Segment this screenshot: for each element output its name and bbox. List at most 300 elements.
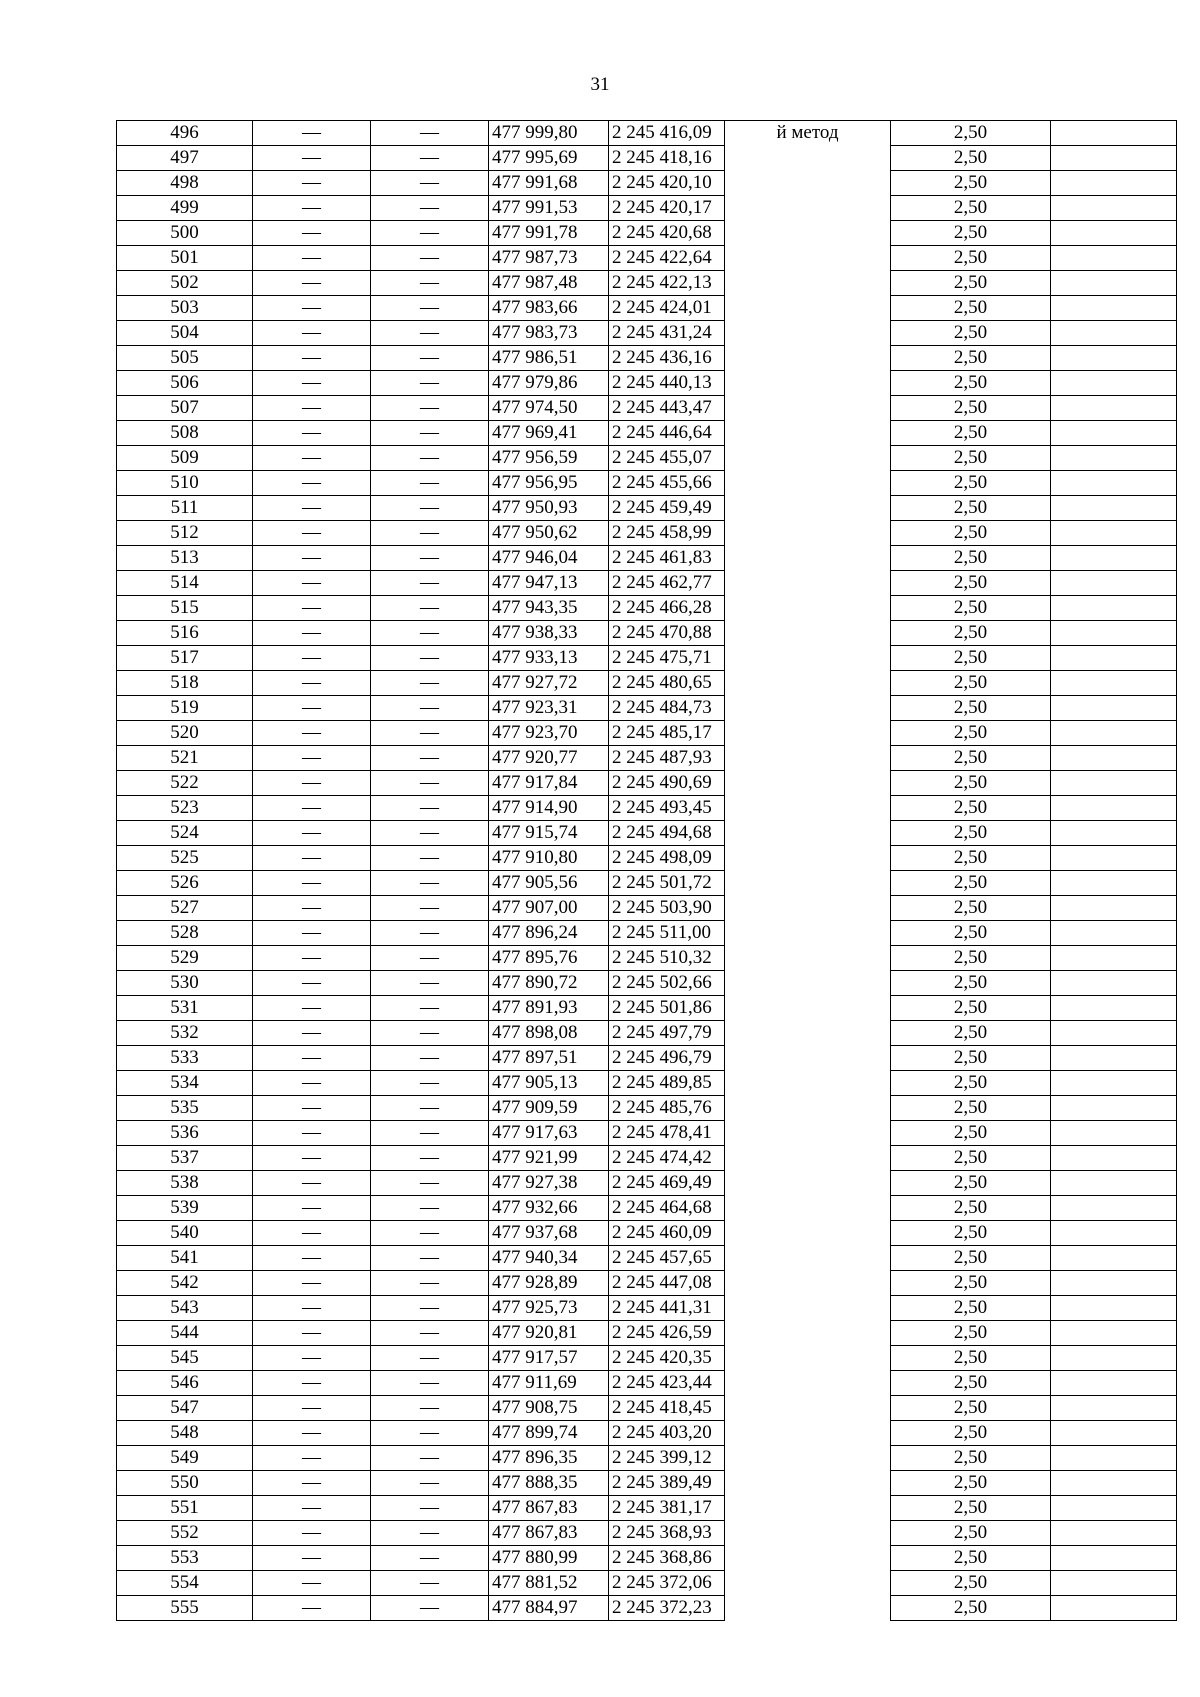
x-coordinate-cell: 477 927,72 [489, 671, 609, 696]
y-coordinate-cell: 2 245 503,90 [609, 896, 725, 921]
method-cell [725, 746, 891, 771]
accuracy-cell: 2,50 [891, 796, 1051, 821]
point-number-cell: 501 [117, 246, 253, 271]
x-coordinate-cell: 477 947,13 [489, 571, 609, 596]
point-number-cell: 525 [117, 846, 253, 871]
point-number-cell: 528 [117, 921, 253, 946]
method-cell [725, 971, 891, 996]
dash-cell: — [253, 346, 371, 371]
accuracy-cell: 2,50 [891, 1221, 1051, 1246]
table-row [117, 1496, 1177, 1521]
table-row [117, 946, 1177, 971]
point-number-cell: 511 [117, 496, 253, 521]
dash-cell: — [253, 1221, 371, 1246]
accuracy-cell: 2,50 [891, 221, 1051, 246]
x-coordinate-cell: 477 888,35 [489, 1471, 609, 1496]
method-cell [725, 1596, 891, 1621]
empty-cell [1051, 1521, 1177, 1546]
accuracy-cell: 2,50 [891, 296, 1051, 321]
method-cell [725, 571, 891, 596]
dash-cell: — [371, 1596, 489, 1621]
point-number-cell: 555 [117, 1596, 253, 1621]
accuracy-cell: 2,50 [891, 996, 1051, 1021]
point-number-cell: 520 [117, 721, 253, 746]
point-number-cell: 539 [117, 1196, 253, 1221]
table-row [117, 221, 1177, 246]
method-cell [725, 846, 891, 871]
dash-cell: — [371, 621, 489, 646]
y-coordinate-cell: 2 245 420,35 [609, 1346, 725, 1371]
accuracy-cell: 2,50 [891, 596, 1051, 621]
method-cell [725, 921, 891, 946]
point-number-cell: 509 [117, 446, 253, 471]
dash-cell: — [371, 1571, 489, 1596]
method-cell [725, 946, 891, 971]
method-cell [725, 1396, 891, 1421]
dash-cell: — [371, 396, 489, 421]
empty-cell [1051, 346, 1177, 371]
y-coordinate-cell: 2 245 462,77 [609, 571, 725, 596]
dash-cell: — [253, 1396, 371, 1421]
y-coordinate-cell: 2 245 459,49 [609, 496, 725, 521]
dash-cell: — [371, 1421, 489, 1446]
y-coordinate-cell: 2 245 423,44 [609, 1371, 725, 1396]
empty-cell [1051, 1446, 1177, 1471]
y-coordinate-cell: 2 245 420,68 [609, 221, 725, 246]
method-cell [725, 1496, 891, 1521]
table-row [117, 1596, 1177, 1621]
x-coordinate-cell: 477 928,89 [489, 1271, 609, 1296]
empty-cell [1051, 296, 1177, 321]
point-number-cell: 535 [117, 1096, 253, 1121]
method-cell [725, 721, 891, 746]
y-coordinate-cell: 2 245 475,71 [609, 646, 725, 671]
empty-cell [1051, 1571, 1177, 1596]
x-coordinate-cell: 477 986,51 [489, 346, 609, 371]
dash-cell: — [253, 996, 371, 1021]
dash-cell: — [371, 721, 489, 746]
x-coordinate-cell: 477 890,72 [489, 971, 609, 996]
table-row [117, 1321, 1177, 1346]
dash-cell: — [371, 871, 489, 896]
method-cell [725, 871, 891, 896]
dash-cell: — [253, 896, 371, 921]
y-coordinate-cell: 2 245 510,32 [609, 946, 725, 971]
point-number-cell: 504 [117, 321, 253, 346]
empty-cell [1051, 596, 1177, 621]
point-number-cell: 527 [117, 896, 253, 921]
dash-cell: — [253, 396, 371, 421]
table-row [117, 171, 1177, 196]
empty-cell [1051, 1596, 1177, 1621]
accuracy-cell: 2,50 [891, 1171, 1051, 1196]
point-number-cell: 541 [117, 1246, 253, 1271]
dash-cell: — [253, 696, 371, 721]
dash-cell: — [253, 1071, 371, 1096]
dash-cell: — [371, 271, 489, 296]
dash-cell: — [371, 1296, 489, 1321]
x-coordinate-cell: 477 921,99 [489, 1146, 609, 1171]
y-coordinate-cell: 2 245 418,16 [609, 146, 725, 171]
dash-cell: — [253, 871, 371, 896]
method-cell [725, 221, 891, 246]
x-coordinate-cell: 477 905,13 [489, 1071, 609, 1096]
dash-cell: — [253, 1571, 371, 1596]
y-coordinate-cell: 2 245 489,85 [609, 1071, 725, 1096]
dash-cell: — [371, 646, 489, 671]
dash-cell: — [253, 671, 371, 696]
empty-cell [1051, 1271, 1177, 1296]
x-coordinate-cell: 477 917,84 [489, 771, 609, 796]
method-cell: й метод [725, 121, 891, 146]
accuracy-cell: 2,50 [891, 571, 1051, 596]
table-row [117, 1546, 1177, 1571]
accuracy-cell: 2,50 [891, 646, 1051, 671]
x-coordinate-cell: 477 923,70 [489, 721, 609, 746]
empty-cell [1051, 671, 1177, 696]
point-number-cell: 553 [117, 1546, 253, 1571]
point-number-cell: 546 [117, 1371, 253, 1396]
accuracy-cell: 2,50 [891, 1296, 1051, 1321]
dash-cell: — [253, 921, 371, 946]
accuracy-cell: 2,50 [891, 1246, 1051, 1271]
accuracy-cell: 2,50 [891, 271, 1051, 296]
point-number-cell: 507 [117, 396, 253, 421]
accuracy-cell: 2,50 [891, 971, 1051, 996]
x-coordinate-cell: 477 974,50 [489, 396, 609, 421]
empty-cell [1051, 1071, 1177, 1096]
dash-cell: — [253, 1121, 371, 1146]
x-coordinate-cell: 477 956,59 [489, 446, 609, 471]
table-row [117, 196, 1177, 221]
empty-cell [1051, 1396, 1177, 1421]
x-coordinate-cell: 477 907,00 [489, 896, 609, 921]
y-coordinate-cell: 2 245 455,66 [609, 471, 725, 496]
empty-cell [1051, 621, 1177, 646]
method-cell [725, 646, 891, 671]
method-cell [725, 1221, 891, 1246]
table-row [117, 1271, 1177, 1296]
method-cell [725, 1246, 891, 1271]
method-cell [725, 896, 891, 921]
point-number-cell: 549 [117, 1446, 253, 1471]
table-row [117, 246, 1177, 271]
dash-cell: — [253, 1196, 371, 1221]
table-row [117, 771, 1177, 796]
empty-cell [1051, 1321, 1177, 1346]
accuracy-cell: 2,50 [891, 1571, 1051, 1596]
empty-cell [1051, 1371, 1177, 1396]
y-coordinate-cell: 2 245 424,01 [609, 296, 725, 321]
dash-cell: — [371, 1121, 489, 1146]
accuracy-cell: 2,50 [891, 1546, 1051, 1571]
dash-cell: — [371, 1371, 489, 1396]
table-row [117, 1071, 1177, 1096]
empty-cell [1051, 796, 1177, 821]
x-coordinate-cell: 477 925,73 [489, 1296, 609, 1321]
dash-cell: — [253, 1271, 371, 1296]
dash-cell: — [371, 1196, 489, 1221]
x-coordinate-cell: 477 987,48 [489, 271, 609, 296]
dash-cell: — [371, 371, 489, 396]
dash-cell: — [253, 771, 371, 796]
dash-cell: — [253, 1471, 371, 1496]
accuracy-cell: 2,50 [891, 696, 1051, 721]
dash-cell: — [371, 571, 489, 596]
x-coordinate-cell: 477 983,66 [489, 296, 609, 321]
point-number-cell: 518 [117, 671, 253, 696]
accuracy-cell: 2,50 [891, 1071, 1051, 1096]
dash-cell: — [371, 1521, 489, 1546]
x-coordinate-cell: 477 938,33 [489, 621, 609, 646]
dash-cell: — [371, 1221, 489, 1246]
method-cell [725, 1071, 891, 1096]
dash-cell: — [371, 221, 489, 246]
accuracy-cell: 2,50 [891, 346, 1051, 371]
table-row [117, 671, 1177, 696]
method-cell [725, 1546, 891, 1571]
point-number-cell: 547 [117, 1396, 253, 1421]
accuracy-cell: 2,50 [891, 746, 1051, 771]
dash-cell: — [371, 1171, 489, 1196]
accuracy-cell: 2,50 [891, 821, 1051, 846]
method-cell [725, 271, 891, 296]
dash-cell: — [371, 321, 489, 346]
empty-cell [1051, 1196, 1177, 1221]
empty-cell [1051, 1221, 1177, 1246]
table-row [117, 796, 1177, 821]
accuracy-cell: 2,50 [891, 121, 1051, 146]
accuracy-cell: 2,50 [891, 671, 1051, 696]
method-cell [725, 671, 891, 696]
point-number-cell: 516 [117, 621, 253, 646]
accuracy-cell: 2,50 [891, 896, 1051, 921]
y-coordinate-cell: 2 245 446,64 [609, 421, 725, 446]
page-number: 31 [590, 74, 610, 95]
y-coordinate-cell: 2 245 470,88 [609, 621, 725, 646]
accuracy-cell: 2,50 [891, 521, 1051, 546]
x-coordinate-cell: 477 880,99 [489, 1546, 609, 1571]
dash-cell: — [253, 471, 371, 496]
method-cell [725, 371, 891, 396]
x-coordinate-cell: 477 909,59 [489, 1096, 609, 1121]
y-coordinate-cell: 2 245 381,17 [609, 1496, 725, 1521]
method-cell [725, 1021, 891, 1046]
empty-cell [1051, 1496, 1177, 1521]
accuracy-cell: 2,50 [891, 396, 1051, 421]
accuracy-cell: 2,50 [891, 321, 1051, 346]
dash-cell: — [253, 621, 371, 646]
point-number-cell: 544 [117, 1321, 253, 1346]
y-coordinate-cell: 2 245 474,42 [609, 1146, 725, 1171]
empty-cell [1051, 846, 1177, 871]
empty-cell [1051, 171, 1177, 196]
dash-cell: — [371, 896, 489, 921]
dash-cell: — [253, 1046, 371, 1071]
x-coordinate-cell: 477 950,93 [489, 496, 609, 521]
dash-cell: — [371, 1496, 489, 1521]
method-cell [725, 1046, 891, 1071]
dash-cell: — [253, 146, 371, 171]
y-coordinate-cell: 2 245 498,09 [609, 846, 725, 871]
point-number-cell: 502 [117, 271, 253, 296]
dash-cell: — [371, 521, 489, 546]
empty-cell [1051, 696, 1177, 721]
x-coordinate-cell: 477 917,63 [489, 1121, 609, 1146]
dash-cell: — [253, 1446, 371, 1471]
point-number-cell: 526 [117, 871, 253, 896]
y-coordinate-cell: 2 245 431,24 [609, 321, 725, 346]
method-cell [725, 1121, 891, 1146]
method-cell [725, 296, 891, 321]
point-number-cell: 506 [117, 371, 253, 396]
table-row [117, 871, 1177, 896]
empty-cell [1051, 421, 1177, 446]
dash-cell: — [371, 821, 489, 846]
dash-cell: — [253, 746, 371, 771]
point-number-cell: 540 [117, 1221, 253, 1246]
y-coordinate-cell: 2 245 455,07 [609, 446, 725, 471]
point-number-cell: 551 [117, 1496, 253, 1521]
point-number-cell: 512 [117, 521, 253, 546]
dash-cell: — [253, 196, 371, 221]
dash-cell: — [253, 1246, 371, 1271]
dash-cell: — [371, 546, 489, 571]
dash-cell: — [253, 796, 371, 821]
point-number-cell: 519 [117, 696, 253, 721]
table-row [117, 1046, 1177, 1071]
accuracy-cell: 2,50 [891, 496, 1051, 521]
method-cell [725, 171, 891, 196]
accuracy-cell: 2,50 [891, 1496, 1051, 1521]
dash-cell: — [253, 496, 371, 521]
point-number-cell: 554 [117, 1571, 253, 1596]
table-row [117, 1096, 1177, 1121]
y-coordinate-cell: 2 245 501,72 [609, 871, 725, 896]
x-coordinate-cell: 477 896,35 [489, 1446, 609, 1471]
table-row [117, 446, 1177, 471]
point-number-cell: 531 [117, 996, 253, 1021]
dash-cell: — [253, 1496, 371, 1521]
dash-cell: — [253, 1421, 371, 1446]
point-number-cell: 508 [117, 421, 253, 446]
y-coordinate-cell: 2 245 484,73 [609, 696, 725, 721]
x-coordinate-cell: 477 867,83 [489, 1496, 609, 1521]
x-coordinate-cell: 477 897,51 [489, 1046, 609, 1071]
y-coordinate-cell: 2 245 469,49 [609, 1171, 725, 1196]
dash-cell: — [253, 1596, 371, 1621]
empty-cell [1051, 1421, 1177, 1446]
dash-cell: — [371, 1271, 489, 1296]
method-cell [725, 1571, 891, 1596]
empty-cell [1051, 246, 1177, 271]
dash-cell: — [371, 146, 489, 171]
dash-cell: — [253, 646, 371, 671]
x-coordinate-cell: 477 979,86 [489, 371, 609, 396]
x-coordinate-cell: 477 884,97 [489, 1596, 609, 1621]
dash-cell: — [253, 1096, 371, 1121]
dash-cell: — [253, 721, 371, 746]
y-coordinate-cell: 2 245 441,31 [609, 1296, 725, 1321]
table-row [117, 346, 1177, 371]
method-cell [725, 1321, 891, 1346]
accuracy-cell: 2,50 [891, 1471, 1051, 1496]
dash-cell: — [371, 121, 489, 146]
point-number-cell: 552 [117, 1521, 253, 1546]
point-number-cell: 522 [117, 771, 253, 796]
accuracy-cell: 2,50 [891, 196, 1051, 221]
empty-cell [1051, 746, 1177, 771]
coordinates-table [116, 120, 1177, 1621]
y-coordinate-cell: 2 245 478,41 [609, 1121, 725, 1146]
y-coordinate-cell: 2 245 422,13 [609, 271, 725, 296]
x-coordinate-cell: 477 991,78 [489, 221, 609, 246]
dash-cell: — [371, 771, 489, 796]
y-coordinate-cell: 2 245 466,28 [609, 596, 725, 621]
table-row [117, 396, 1177, 421]
y-coordinate-cell: 2 245 389,49 [609, 1471, 725, 1496]
table-row [117, 1171, 1177, 1196]
point-number-cell: 497 [117, 146, 253, 171]
dash-cell: — [253, 1346, 371, 1371]
accuracy-cell: 2,50 [891, 171, 1051, 196]
accuracy-cell: 2,50 [891, 1021, 1051, 1046]
dash-cell: — [371, 1346, 489, 1371]
empty-cell [1051, 771, 1177, 796]
point-number-cell: 499 [117, 196, 253, 221]
dash-cell: — [253, 1521, 371, 1546]
table-row [117, 1146, 1177, 1171]
dash-cell: — [253, 846, 371, 871]
x-coordinate-cell: 477 915,74 [489, 821, 609, 846]
x-coordinate-cell: 477 950,62 [489, 521, 609, 546]
point-number-cell: 533 [117, 1046, 253, 1071]
accuracy-cell: 2,50 [891, 146, 1051, 171]
method-cell [725, 546, 891, 571]
table-row [117, 971, 1177, 996]
y-coordinate-cell: 2 245 501,86 [609, 996, 725, 1021]
dash-cell: — [371, 846, 489, 871]
table-body [117, 121, 1177, 1621]
empty-cell [1051, 1246, 1177, 1271]
dash-cell: — [371, 346, 489, 371]
y-coordinate-cell: 2 245 497,79 [609, 1021, 725, 1046]
method-cell [725, 1421, 891, 1446]
dash-cell: — [371, 1546, 489, 1571]
method-cell [725, 1371, 891, 1396]
empty-cell [1051, 1171, 1177, 1196]
method-cell [725, 696, 891, 721]
empty-cell [1051, 1296, 1177, 1321]
empty-cell [1051, 896, 1177, 921]
dash-cell: — [371, 1046, 489, 1071]
dash-cell: — [371, 196, 489, 221]
table-row [117, 1471, 1177, 1496]
empty-cell [1051, 996, 1177, 1021]
table-row [117, 1521, 1177, 1546]
method-cell [725, 1096, 891, 1121]
accuracy-cell: 2,50 [891, 846, 1051, 871]
table-row [117, 996, 1177, 1021]
y-coordinate-cell: 2 245 422,64 [609, 246, 725, 271]
accuracy-cell: 2,50 [891, 1121, 1051, 1146]
point-number-cell: 505 [117, 346, 253, 371]
x-coordinate-cell: 477 899,74 [489, 1421, 609, 1446]
y-coordinate-cell: 2 245 399,12 [609, 1446, 725, 1471]
x-coordinate-cell: 477 937,68 [489, 1221, 609, 1246]
table-row [117, 421, 1177, 446]
accuracy-cell: 2,50 [891, 421, 1051, 446]
